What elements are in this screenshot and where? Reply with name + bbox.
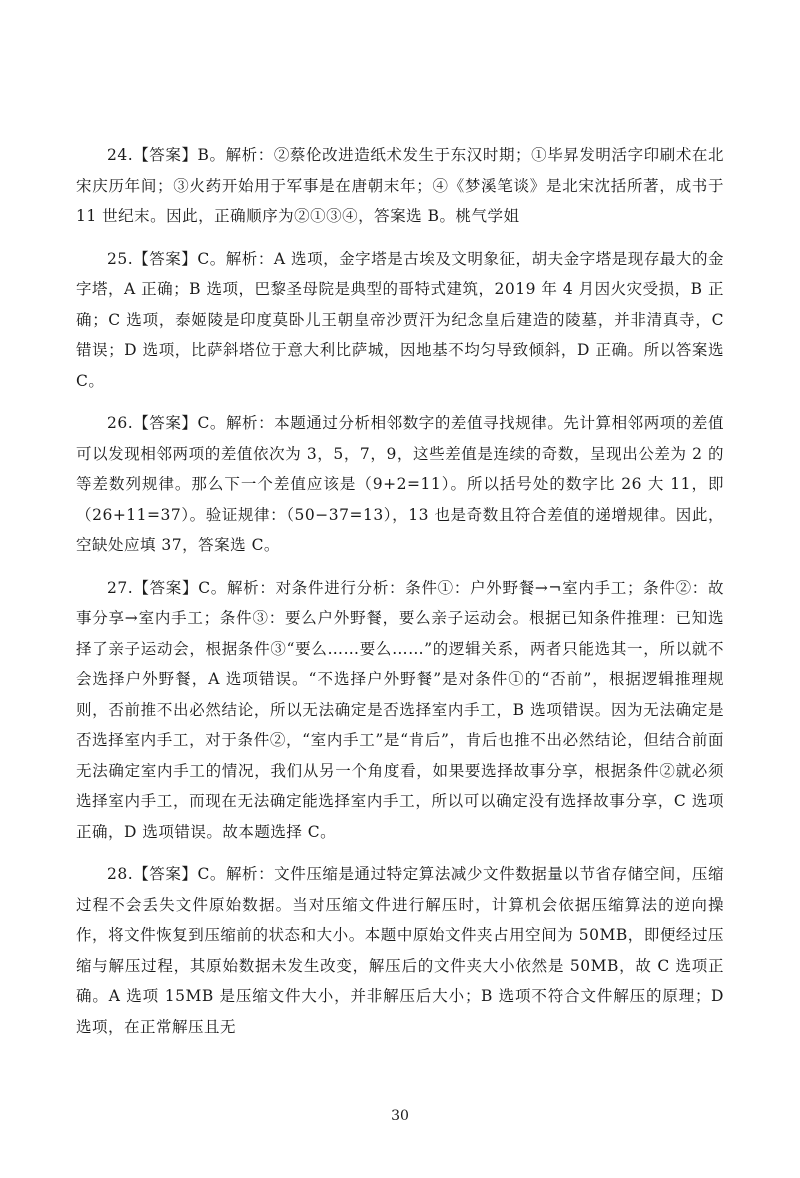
answer-24-paragraph: 24.【答案】B。解析：②蔡伦改进造纸术发生于东汉时期；①毕昇发明活字印刷术在北宋庆历年间；③火药开始用于军事是在唐朝末年；④《梦溪笔谈》是北宋沈括所著，成书于 11 世纪末。因此，正确顺序为②①③④，答案选 B。桃气学姐 <box>76 146 724 225</box>
page-number: 30 <box>391 1108 409 1124</box>
answer-27-paragraph: 27.【答案】C。解析：对条件进行分析：条件①：户外野餐→¬室内手工；条件②：故事分享→室内手工；条件③：要么户外野餐，要么亲子运动会。根据已知条件推理：已知选择了亲子运动会，根据条件③“要么……要么……”的逻辑关系，两者只能选其一，所以就不会选择户外野餐，A 选项错误。“不选择户外野餐”是对条件①的“否前”，根据逻辑推理规则，否前推不出必然结论，所以无法确定是否选择室内手工，B 选项错误。因为无法确定是否选择室内手工，对于条件②，“室内手工”是“肯后”，肯后也推不出必然结论，但结合前面无法确定室内手工的情况，我们从另一个角度看，如果要选择故事分享，根据条件②就必须选择室内手工，而现在无法确定能选择室内手工，所以可以确定没有选择故事分享，C 选项正确，D 选项错误。故本题选择 C。 <box>76 578 724 841</box>
answer-explanations <box>76 140 724 1054</box>
answer-25-paragraph: 25.【答案】C。解析：A 选项，金字塔是古埃及文明象征，胡夫金字塔是现存最大的金字塔，A 正确；B 选项，巴黎圣母院是典型的哥特式建筑，2019 年 4 月因火灾受损，B 正确；C 选项，泰姬陵是印度莫卧儿王朝皇帝沙贾汗为纪念皇后建造的陵墓，并非清真寺，C 错误；D 选项，比萨斜塔位于意大利比萨城，因地基不均匀导致倾斜，D 正确。所以答案选 C。 <box>76 249 724 390</box>
answer-28-paragraph: 28.【答案】C。解析：文件压缩是通过特定算法减少文件数据量以节省存储空间，压缩过程不会丢失文件原始数据。当对压缩文件进行解压时，计算机会依据压缩算法的逆向操作，将文件恢复到压缩前的状态和大小。本题中原始文件夹占用空间为 50MB，即便经过压缩与解压过程，其原始数据未发生改变，解压后的文件夹大小依然是 50MB，故 C 选项正确。A 选项 15MB 是压缩文件大小，并非解压后大小；B 选项不符合文件解压的原理；D 选项，在正常解压且无 <box>76 865 724 1036</box>
answer-26-paragraph: 26.【答案】C。解析：本题通过分析相邻数字的差值寻找规律。先计算相邻两项的差值可以发现相邻两项的差值依次为 3，5，7，9，这些差值是连续的奇数，呈现出公差为 2 的等差数列规律。那么下一个差值应该是（9+2=11）。所以括号处的数字比 26 大 11，即（26+11=37）。验证规律：（50−37=13），13 也是奇数且符合差值的递增规律。因此，空缺处应填 37，答案选 C。 <box>76 414 724 554</box>
